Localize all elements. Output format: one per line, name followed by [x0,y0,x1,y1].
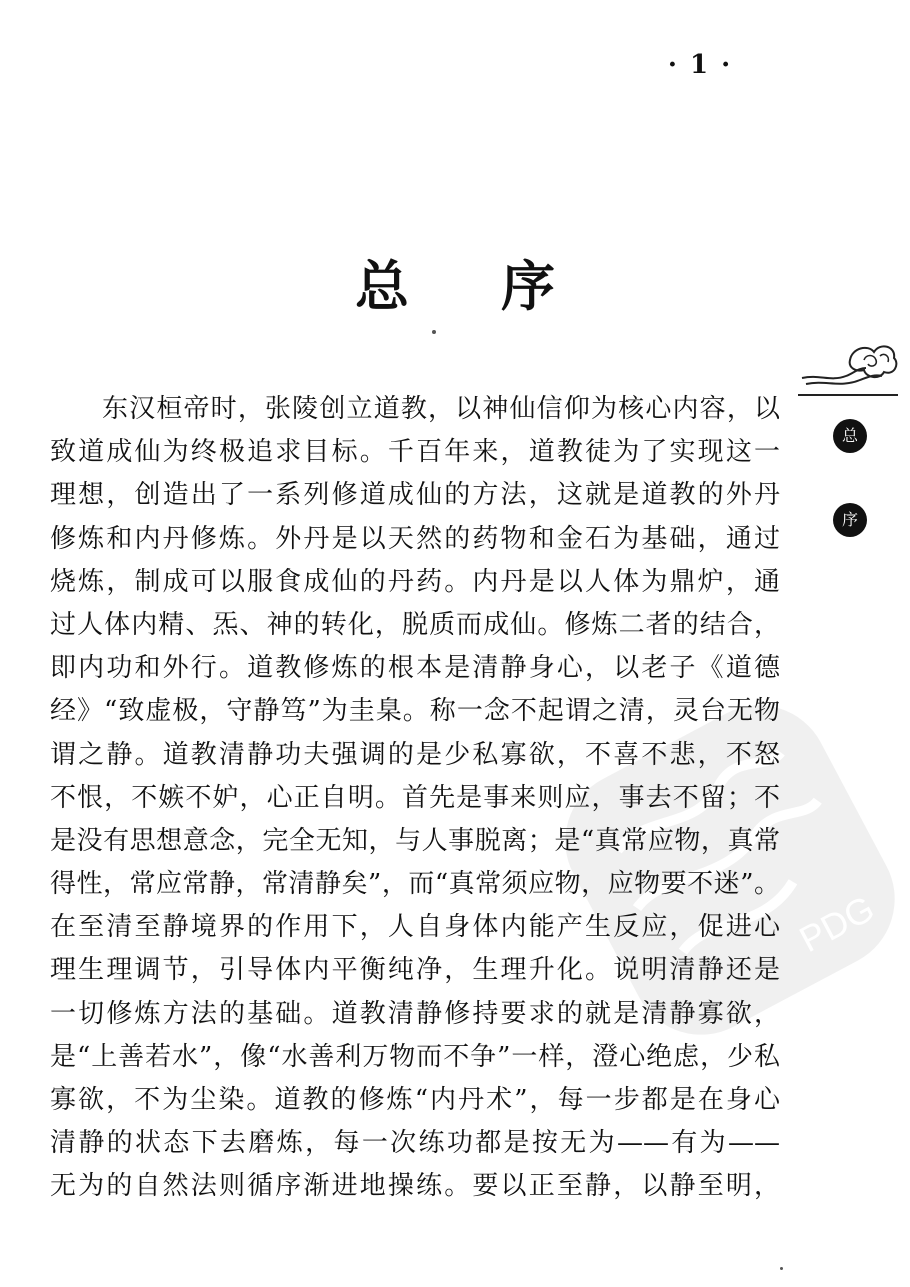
paragraph-line: 理生理调节，引导体内平衡纯净，生理升化。说明清静还是 [50,955,780,986]
paragraph-line: 修炼和内丹修炼。外丹是以天然的药物和金石为基础，通过 [50,523,780,554]
cloud-ornament-icon [800,338,900,390]
page-number: · 1 · [667,50,733,80]
paragraph-line: 烧炼，制成可以服食成仙的丹药。内丹是以人体为鼎炉，通 [50,566,780,597]
paragraph-line: 谓之静。道教清静功夫强调的是少私寡欲，不喜不悲，不怒 [50,739,780,770]
speck-mark [780,1267,783,1270]
body-text [50,388,780,1209]
paragraph-line: 经》“致虚极，守静笃”为圭臬。称一念不起谓之清，灵台无物 [50,696,780,727]
paragraph-line: 寡欲，不为尘染。道教的修炼“内丹术”，每一步都是在身心 [50,1085,780,1115]
paragraph-line: 即内功和外行。道教修炼的根本是清静身心，以老子《道德 [50,653,780,684]
side-tab-badge: 序 [833,503,867,537]
paragraph-line: 东汉桓帝时，张陵创立道教，以神仙信仰为核心内容，以 [102,394,780,424]
side-tab-badge: 总 [833,419,867,453]
paragraph-line: 是没有思想意念，完全无知，与人事脱离；是“真常应物，真常 [50,825,780,856]
paragraph-line: 是“上善若水”，像“水善利万物而不争”一样，澄心绝虑，少私 [50,1041,780,1072]
paragraph-line: 一切修炼方法的基础。道教清静修持要求的就是清静寡欲， [50,998,780,1029]
speck-mark [432,330,436,334]
paragraph-line: 在至清至静境界的作用下，人自身体内能产生反应，促进心 [50,912,780,943]
side-rule [798,394,898,396]
paragraph-line: 致道成仙为终极追求目标。千百年来，道教徒为了实现这一 [50,437,780,468]
watermark-text: PDG [792,887,881,961]
paragraph-line: 过人体内精、炁、神的转化，脱质而成仙。修炼二者的结合， [50,609,780,640]
paragraph-line: 无为的自然法则循序渐进地操练。要以正至静，以静至明， [50,1171,780,1202]
page-title: 总序 [355,254,647,318]
paragraph-line: 得性，常应常静，常清静矣”，而“真常须应物，应物要不迷”。 [50,869,780,900]
paragraph-line: 理想，创造出了一系列修道成仙的方法，这就是道教的外丹 [50,480,780,511]
paragraph-line: 清静的状态下去磨炼，每一次练功都是按无为——有为—— [50,1128,780,1159]
paragraph-line: 不恨，不嫉不妒，心正自明。首先是事来则应，事去不留；不 [50,782,780,813]
